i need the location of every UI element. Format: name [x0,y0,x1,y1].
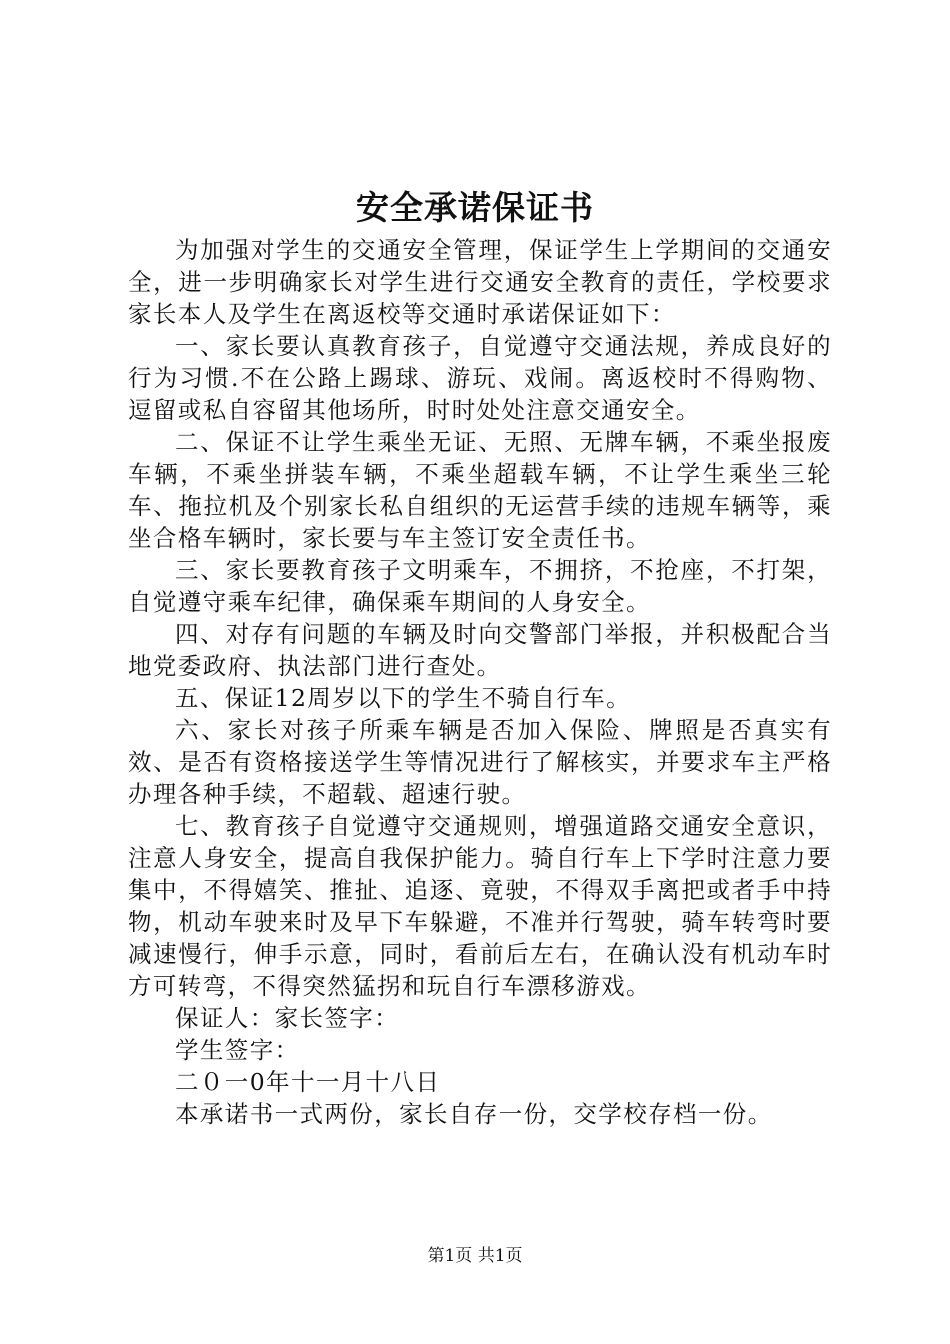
intro-paragraph: 为加强对学生的交通安全管理，保证学生上学期间的交通安全，进一步明确家长对学生进行交通安全教育的责任，学校要求家长本人及学生在离返校等交通时承诺保证如下： [128,236,832,328]
student-signature-line: 学生签字： [175,1036,300,1064]
clause-2-paragraph: 二、保证不让学生乘坐无证、无照、无牌车辆，不乘坐报废车辆，不乘坐拼装车辆，不乘坐超载车辆，不让学生乘坐三轮车、拖拉机及个别家长私自组织的无运营手续的违规车辆等，乘坐合格车辆时，家长要与车主签订安全责任书。 [128,428,832,552]
clause-1-paragraph: 一、家长要认真教育孩子，自觉遵守交通法规，养成良好的行为习惯.不在公路上踢球、游玩、戏闹。离返校时不得购物、逗留或私自容留其他场所，时时处处注意交通安全。 [128,332,832,424]
guarantor-signature-line: 保证人：家长签字： [175,1004,400,1032]
copies-note: 本承诺书一式两份，家长自存一份，交学校存档一份。 [175,1100,773,1128]
clause-5-paragraph: 五、保证12周岁以下的学生不骑自行车。 [175,684,632,712]
clause-6-paragraph: 六、家长对孩子所乘车辆是否加入保险、牌照是否真实有效、是否有资格接送学生等情况进行了解核实，并要求车主严格办理各种手续，不超载、超速行驶。 [128,716,832,808]
document-body [128,234,832,1130]
page-footer: 第1页 共1页 [427,1246,523,1266]
date-line: 二０一0年十一月十八日 [175,1068,441,1096]
clause-3-paragraph: 三、家长要教育孩子文明乘车，不拥挤，不抢座，不打架，自觉遵守乘车纪律，确保乘车期间的人身安全。 [128,556,832,616]
document-title: 安全承诺保证书 [356,188,594,227]
clause-4-paragraph: 四、对存有问题的车辆及时向交警部门举报，并积极配合当地党委政府、执法部门进行查处。 [128,620,832,680]
clause-7-paragraph: 七、教育孩子自觉遵守交通规则，增强道路交通安全意识，注意人身安全，提高自我保护能力。骑自行车上下学时注意力要集中，不得嬉笑、推扯、追逐、竟驶，不得双手离把或者手中持物，机动车驶来时及早下车躲避，不准并行驾驶，骑车转弯时要减速慢行，伸手示意，同时，看前后左右，在确认没有机动车时方可转弯，不得突然猛拐和玩自行车漂移游戏。 [128,812,832,1000]
